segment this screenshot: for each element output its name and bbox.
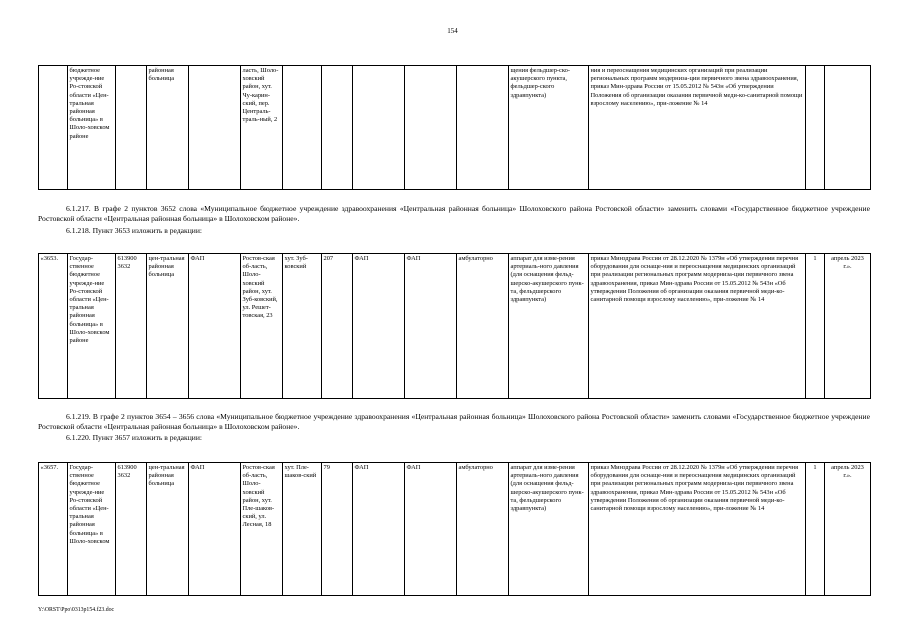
cell-date: апрель 2023 г.». [825,254,871,399]
cell-quantity: 1 [806,463,825,596]
cell-number [39,66,68,190]
cell-code: 613900 3632 [116,463,147,596]
cell-type: ФАП [189,463,241,596]
cell-fap: ФАП [353,254,405,399]
cell-settlement: хут. Пле-шаков-ский [283,463,322,596]
cell-regulation: ния и переоснащения медицинских организаций при реализации региональных программ модерниза-ции первичного звена здравоохранения, приказ Мин-здрава России от 15.05.2012 № 543н «Об утверждении Положения об организации оказания первичной меди-ко-санитарной помощи взрослому населению», при-ложение № 14 [589,66,806,190]
cell-population: 79 [322,463,353,596]
page-number: 154 [447,27,458,35]
cell-regulation: приказ Минздрава России от 28.12.2020 № 1379н «Об утверждении перечня оборудования для оснаще-ния и переоснащения медицинских организаций при реализации региональных программ модерниза-ции первичного звена здравоохранения, приказ Мин-здрава России от 15.05.2012 № 543н «Об утверждении Положения об организации оказания первичной меди-ко-санитарной помощи взрослому населению», при-ложение № 14 [589,254,806,399]
table-row [39,254,871,399]
register-table-item-3657 [38,462,871,596]
paragraph-6-1-220: 6.1.220. Пункт 3657 изложить в редакции: [66,433,203,442]
cell-address: Ростов-ская об-ласть, Шоло-ховский район, хут. Пле-шаков-ский, ул. Лесная, 18 [241,463,283,596]
cell-organization: Государ-ственное бюджетное учрежде-ние Ро-стовской области «Цен-тральная районная больница» в Шоло-ховском районе [68,254,116,399]
cell-settlement: хут. Зуб-ковский [283,254,322,399]
cell-population [322,66,353,190]
cell-fap: ФАП [405,463,457,596]
cell-condition: амбулаторно [457,254,509,399]
cell-fap: ФАП [405,254,457,399]
cell-date: апрель 2023 г.». [825,463,871,596]
register-table-continuation [38,65,871,190]
register-table-item-3653 [38,253,871,399]
file-path-footer: Y:\ORST\Ppo\0313p154.f23.doc [38,607,115,613]
cell-code: 613900 3632 [116,254,147,399]
cell-unit: цен-тральная районная больница [147,254,189,399]
cell-condition [457,66,509,190]
paragraph-6-1-219: 6.1.219. В графе 2 пунктов 3654 – 3656 слова «Муниципальное бюджетное учреждение здравоохранения «Центральная районная больница» Шолоховского района Ростовской области» заменить словами «Государственное бюджетное учреждение Ростовской области «Центральная районная больница» в Шолоховском районе». [38,412,870,431]
cell-equipment: аппарат для изме-рения артериаль-ного давления (для оснащения фельд-шерско-акушерского пунк-та, фельдшерского здравпункта) [509,254,589,399]
table-row [39,66,871,190]
cell-regulation: приказ Минздрава России от 28.12.2020 № 1379н «Об утверждении перечня оборудования для оснаще-ния и переоснащения медицинских организаций при реализации региональных программ модерниза-ции первичного звена здравоохранения, приказ Мин-здрава России от 15.05.2012 № 543н «Об утверждении Положения об организации оказания первичной меди-ко-санитарной помощи взрослому населению», при-ложение № 14 [589,463,806,596]
cell-date [825,66,871,190]
cell-equipment: щения фельдшер-ско-акушерского пункта, фельдшер-ского здравпункта) [509,66,589,190]
cell-address: Ростов-ская об-ласть, Шоло-ховский район, хут. Зуб-ковский, ул. Решет-товская, 23 [241,254,283,399]
cell-code [116,66,147,190]
cell-condition: амбулаторно [457,463,509,596]
cell-equipment: аппарат для изме-рения артериаль-ного давления (для оснащения фельд-шерско-акушерского пунк-та, фельдшерского здравпункта) [509,463,589,596]
cell-fap: ФАП [353,463,405,596]
cell-fap [405,66,457,190]
cell-address: ласть, Шоло-ховский район, хут. Чу-карин-ский, пер. Централь-траль-ный, 2 [241,66,283,190]
cell-quantity [806,66,825,190]
cell-organization: бюджетное учрежде-ние Ро-стовской области «Цен-тральная районная больница» в Шоло-ховском районе [68,66,116,190]
cell-type: ФАП [189,254,241,399]
cell-number: «3657. [39,463,68,596]
cell-fap [353,66,405,190]
cell-population: 207 [322,254,353,399]
cell-organization: Государ-ственное бюджетное учрежде-ние Ро-стовской области «Цен-тральная районная больница» в Шоло-ховском [68,463,116,596]
cell-quantity: 1 [806,254,825,399]
paragraph-6-1-217: 6.1.217. В графе 2 пунктов 3652 слова «Муниципальное бюджетное учреждение здравоохранения «Центральная районная больница» Шолоховского района Ростовской области» заменить словами «Государственное бюджетное учреждение Ростовской области «Центральная районная больница» в Шолоховском районе». [38,204,870,223]
cell-settlement [283,66,322,190]
paragraph-6-1-218: 6.1.218. Пункт 3653 изложить в редакции: [66,226,203,235]
cell-unit: цен-тральная районная больница [147,463,189,596]
cell-type [189,66,241,190]
table-row [39,463,871,596]
cell-number: «3653. [39,254,68,399]
cell-unit: районная больница [147,66,189,190]
